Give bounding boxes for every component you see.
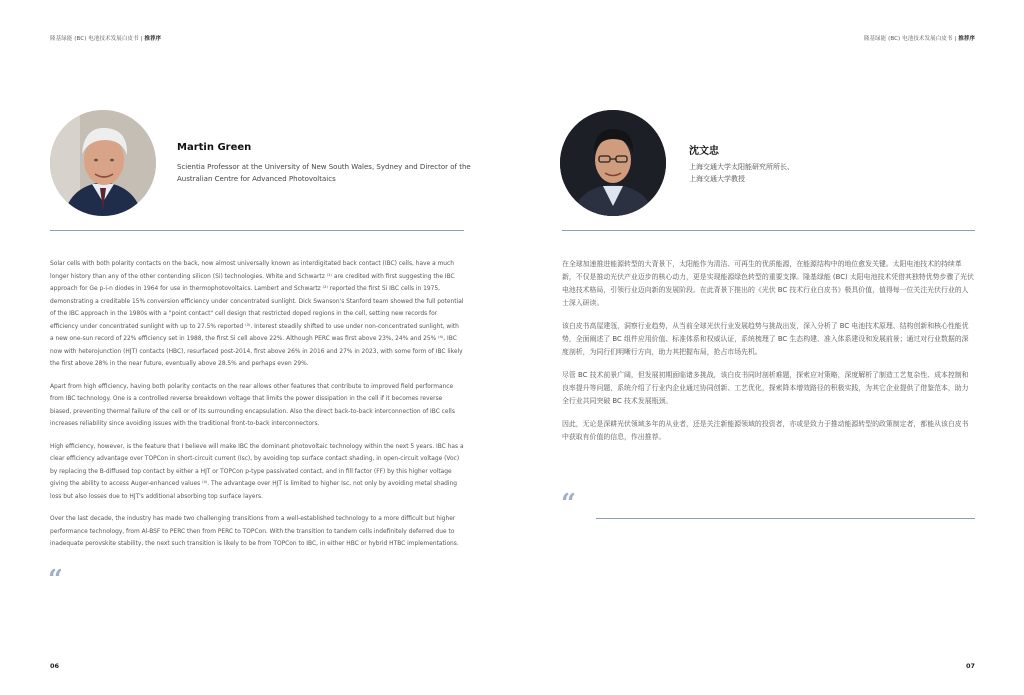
person-title: Scientia Professor at the University of New South Wales, Sydney and Director of the Australian Centre for Advanced Photovoltaics — [177, 163, 471, 183]
portrait-image — [560, 110, 666, 216]
person-title — [689, 161, 869, 185]
divider — [50, 230, 464, 231]
paragraph: Solar cells with both polarity contacts on the back, now almost universally known as interdigitated back contact (IBC) cells, have a much longer history than any of the other contending silicon (Si) technologies. White and Schwartz ⁽¹⁾ are credited with first suggesting the IBC approach for Ge p-i-n diodes in 1964 for use in thermophotovoltaics. Lambert and Schwartz ⁽²⁾ reported the first Si IBC cells in 1975, demonstrating a creditable 15% conversion efficiency under concentrated sunlight. Dick Swanson's Stanford team showed the full potential of the IBC approach in the 1980s with a "point contact" cell design that restricted doped regions in the cell, setting new records for efficiency under concentrated sunlight with up to 27.5% reported ⁽³⁾. Interest steadily shifted to use under non-concentrated sunlight, with a new one-sun record of 22% efficiency set in 1988, the first Si cell above 22%. Although PERC was first above 23%, 24% and 25% ⁽⁴⁾, IBC now with heterojunction (HJT) contacts (HBC), resurfaced post-2014, first above 26% in 2016 and 27% in 2023, with some form of IBC likely the first above 28% in the near future, eventually above 28.5% and perhaps even 29%. — [50, 261, 464, 367]
body-text — [562, 258, 975, 454]
paragraph: 在全球加速推进能源转型的大背景下，太阳能作为清洁、可再生的优质能源，在能源结构中的地位愈发关键。太阳电池技术的持续革新，不仅是推动光伏产业迈步的核心动力，更是实现能源绿色转型的重要支撑。隆基绿能 (BC) 太阳电池技术凭借其独特优势步骤了光伏电池技术格局，引领行业迈向新的发展阶段。在此背景下推出的《光伏 BC 技术行业白皮书》极具价值，值得每一位关注光伏行业的人士深入研读。 — [562, 260, 974, 307]
portrait-image — [50, 110, 156, 216]
right-page — [512, 0, 1024, 695]
person-title-line: 上海交通大学太阳能研究所所长、 — [689, 163, 794, 171]
divider — [562, 230, 975, 231]
paragraph: 该白皮书高屋建瓴，洞察行业趋势，从当前全球光伏行业发展趋势与挑战出发，深入分析了 BC 电池技术原理、结构创新和核心性能优势，全面阐述了 BC 组件应用价值、标准体系和权威认证，系统梳理了 BC 生态构建、准入体系建设和发展前景；通过对行业数据的深度剖析，为同行们明晰行方向，助力其把握布局，抢占市场先机。 — [562, 322, 969, 356]
paragraph: High efficiency, however, is the feature that I believe will make IBC the dominant photovoltaic technology within the next 5 years. IBC has a clear efficiency advantage over TOPCon in short-circuit current (Isc), by avoiding top surface contact shading, in open-circuit voltage (Voc) by replacing the B-diffused top contact by either a HJT or TOPCon p-type passivated contact, and in fill factor (FF) by this higher voltage giving the ability to access Auger-enhanced values ⁽⁴⁾. The advantage over HJT is limited to higher Isc, not only by avoiding metal shading loss but also losses due to HJT's additional absorbing top surface layers. — [50, 443, 464, 500]
page-number: 07 — [965, 662, 975, 670]
header-section: 推荐序 — [144, 36, 162, 42]
quote-mark-icon: “ — [48, 565, 63, 595]
page-number: 06 — [50, 662, 60, 670]
running-header — [50, 34, 161, 42]
person-title-line: 上海交通大学教授 — [689, 175, 745, 183]
paragraph: Over the last decade, the industry has made two challenging transitions from a well-established technology to a more difficult but higher performance technology, from Al-BSF to PERC then from PERC to TOPCon. With the transition to tandem cells indefinitely deferred due to inadequate perovskite stability, the next such transition is likely to be from TOPCon to IBC, in either HBC or hybrid HTBC implementations. — [50, 516, 459, 547]
header-section: 推荐序 — [958, 36, 975, 42]
quote-divider — [596, 518, 975, 519]
quote-mark-icon: “ — [561, 489, 576, 519]
paragraph: 尽管 BC 技术前景广阔，但发展初期面临诸多挑战，该白皮书同时剖析难题，探索应对策略，深度解析了制造工艺复杂性、成本控制和良率提升等问题，系统介绍了行业内企业通过协同创新、工艺优化，探索降本增效路径的积极实践，为其它企业提供了借鉴范本，助力全行业共同突破 BC 技术发展瓶颈。 — [562, 371, 969, 405]
running-header — [864, 34, 975, 42]
paragraph: Apart from high efficiency, having both polarity contacts on the rear allows other features that contribute to improved field performance from IBC technology. One is a controlled reverse breakdown voltage that limits the power dissipation in the cell if it becomes reverse biased, preventing thermal failure of the cell or of its surrounding encapsulation. Also the direct back-to-back interconnection of IBC cells increases reliability since avoiding issues with the traditional front-to-back interconnectors. — [50, 383, 455, 427]
avatar — [50, 110, 156, 216]
header-title: 隆基绿能 (BC) 电池技术发展白皮书 | — [50, 36, 145, 42]
avatar — [560, 110, 666, 216]
person-name: Martin Green — [177, 142, 252, 153]
person-name: 沈文忠 — [689, 146, 719, 157]
body-text — [50, 258, 464, 561]
header-title: 隆基绿能 (BC) 电池技术发展白皮书 | — [863, 36, 959, 42]
paragraph: 因此，无论是深耕光伏领域多年的从业者，还是关注新能源领域的投资者，亦或是致力于推动能源转型的政策制定者，都能从该白皮书中获取有价值的信息，作出推荐。 — [562, 420, 969, 441]
